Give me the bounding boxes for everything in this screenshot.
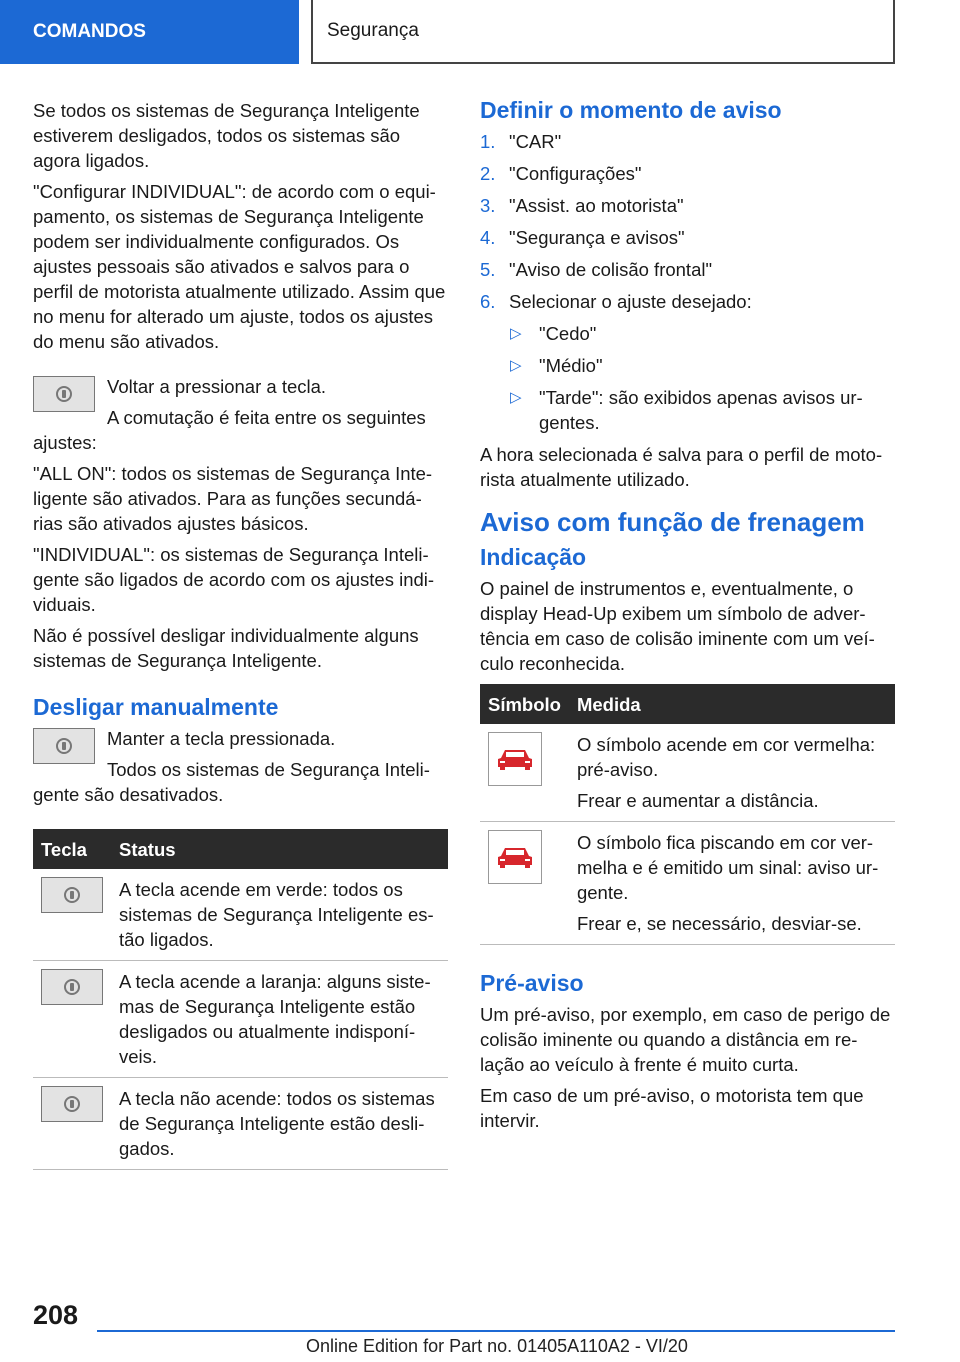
- table-cell: O símbolo fica piscando em cor ver‐melha e é emitido um sinal: aviso ur‐gente. Frear e, se necessário, desviar-se.: [569, 822, 895, 945]
- column-header: Símbolo: [480, 684, 569, 724]
- table-cell: A tecla não acende: todos os sistemas de Segurança Inteligente estão desli‐gados.: [111, 1078, 448, 1170]
- paragraph: Se todos os sistemas de Segurança Inteligente estiverem desligados, todos os sistemas são agora ligados.: [33, 100, 420, 171]
- section-tab: COMANDOS: [0, 0, 299, 64]
- paragraph: Voltar a pressionar a tecla.: [107, 376, 327, 397]
- paragraph: Não é possível desligar individualmente alguns sistemas de Segurança Inteligente.: [33, 625, 419, 671]
- footer-edition: Online Edition for Part no. 01405A110A2 - VI/20: [306, 1336, 688, 1356]
- list-item: ▷ "Cedo": [510, 323, 597, 344]
- table-cell: A tecla acende a laranja: alguns siste‐mas de Segurança Inteligente estão desligados ou atualmente indisponí‐veis.: [111, 961, 448, 1078]
- table-cell: A tecla acende em verde: todos os sistemas de Segurança Inteligente es‐tão ligados.: [111, 869, 448, 961]
- triangle-bullet-icon: ▷: [510, 357, 522, 374]
- paragraph: Em caso de um pré-aviso, o motorista tem que intervir.: [480, 1085, 864, 1131]
- paragraph: O painel de instrumentos e, eventualmente, o display Head-Up exibem um símbolo de adver‐tência em caso de colisão iminente com um veí‐culo reconhecida.: [480, 578, 875, 674]
- right-column: [480, 98, 895, 1139]
- table-row: [480, 724, 895, 822]
- table-cell: O símbolo acende em cor vermelha: pré-aviso. Frear e aumentar a distância.: [569, 724, 895, 822]
- list-item: ▷ "Médio": [510, 355, 603, 376]
- page-number: 208: [33, 1300, 79, 1330]
- paragraph: A comutação é feita entre os seguintes ajustes:: [33, 407, 426, 453]
- symbol-table: [480, 684, 895, 945]
- footer-divider: [97, 1330, 895, 1332]
- paragraph: "Configurar INDIVIDUAL": de acordo com o equi‐pamento, os sistemas de Segurança Inteligente podem ser individualmente configurados. Os ajustes pessoais são ativados e salvos para o perfil de motorista atualmente utilizado. Assim que no menu for alterado um ajuste, todos os ajustes do menu são ativados.: [33, 181, 446, 352]
- section-heading: Desligar manualmente: [33, 694, 279, 720]
- car-collision-warning-icon: [488, 732, 542, 786]
- section-heading: Definir o momento de aviso: [480, 97, 782, 123]
- intelligent-safety-key-icon: [33, 728, 95, 764]
- paragraph: Um pré-aviso, por exemplo, em caso de perigo de colisão iminente ou quando a distância em re‐lação ao veículo à frente é muito curta.: [480, 1004, 891, 1075]
- table-header-row: [33, 829, 448, 869]
- paragraph: "INDIVIDUAL": os sistemas de Segurança Inteli‐gente são ligados de acordo com os ajustes indi‐viduais.: [33, 544, 435, 615]
- section-heading: Pré-aviso: [480, 970, 584, 996]
- intelligent-safety-key-icon: [41, 877, 103, 913]
- column-header: Status: [111, 829, 448, 869]
- steps-list: [480, 129, 895, 314]
- options-list: [480, 321, 895, 435]
- chapter-heading: Aviso com função de frenagem: [480, 507, 865, 537]
- list-item: 3. "Assist. ao motorista": [480, 195, 684, 216]
- table-row: [480, 822, 895, 945]
- key-status-table: [33, 829, 448, 1170]
- intelligent-safety-key-icon: [33, 376, 95, 412]
- paragraph: Manter a tecla pressionada.: [107, 728, 336, 749]
- list-item: 6. Selecionar o ajuste desejado:: [480, 291, 752, 312]
- list-item: 4. "Segurança e avisos": [480, 227, 685, 248]
- table-row: [33, 1078, 448, 1170]
- table-header-row: [480, 684, 895, 724]
- key-instruction: [33, 374, 448, 461]
- triangle-bullet-icon: ▷: [510, 325, 522, 342]
- manual-instruction: [33, 726, 448, 829]
- paragraph: "ALL ON": todos os sistemas de Segurança Inte‐ligente são ativados. Para as funções secundá‐rias são ativados ajustes básicos.: [33, 463, 433, 534]
- paragraph: Todos os sistemas de Segurança Inteli‐gente são desativados.: [33, 759, 430, 805]
- list-item: ▷ "Tarde": são exibidos apenas avisos ur‐gentes.: [510, 387, 863, 433]
- list-item: 2. "Configurações": [480, 163, 642, 184]
- list-item: 1. "CAR": [480, 131, 562, 152]
- table-row: [33, 961, 448, 1078]
- intelligent-safety-key-icon: [41, 1086, 103, 1122]
- paragraph: A hora selecionada é salva para o perfil de moto‐rista atualmente utilizado.: [480, 444, 883, 490]
- triangle-bullet-icon: ▷: [510, 389, 522, 406]
- left-column: [33, 98, 448, 1170]
- column-header: Tecla: [33, 829, 111, 869]
- section-heading: Indicação: [480, 544, 587, 570]
- column-header: Medida: [569, 684, 895, 724]
- car-collision-warning-icon: [488, 830, 542, 884]
- page-title: Segurança: [311, 0, 895, 64]
- table-row: [33, 869, 448, 961]
- intelligent-safety-key-icon: [41, 969, 103, 1005]
- list-item: 5. "Aviso de colisão frontal": [480, 259, 713, 280]
